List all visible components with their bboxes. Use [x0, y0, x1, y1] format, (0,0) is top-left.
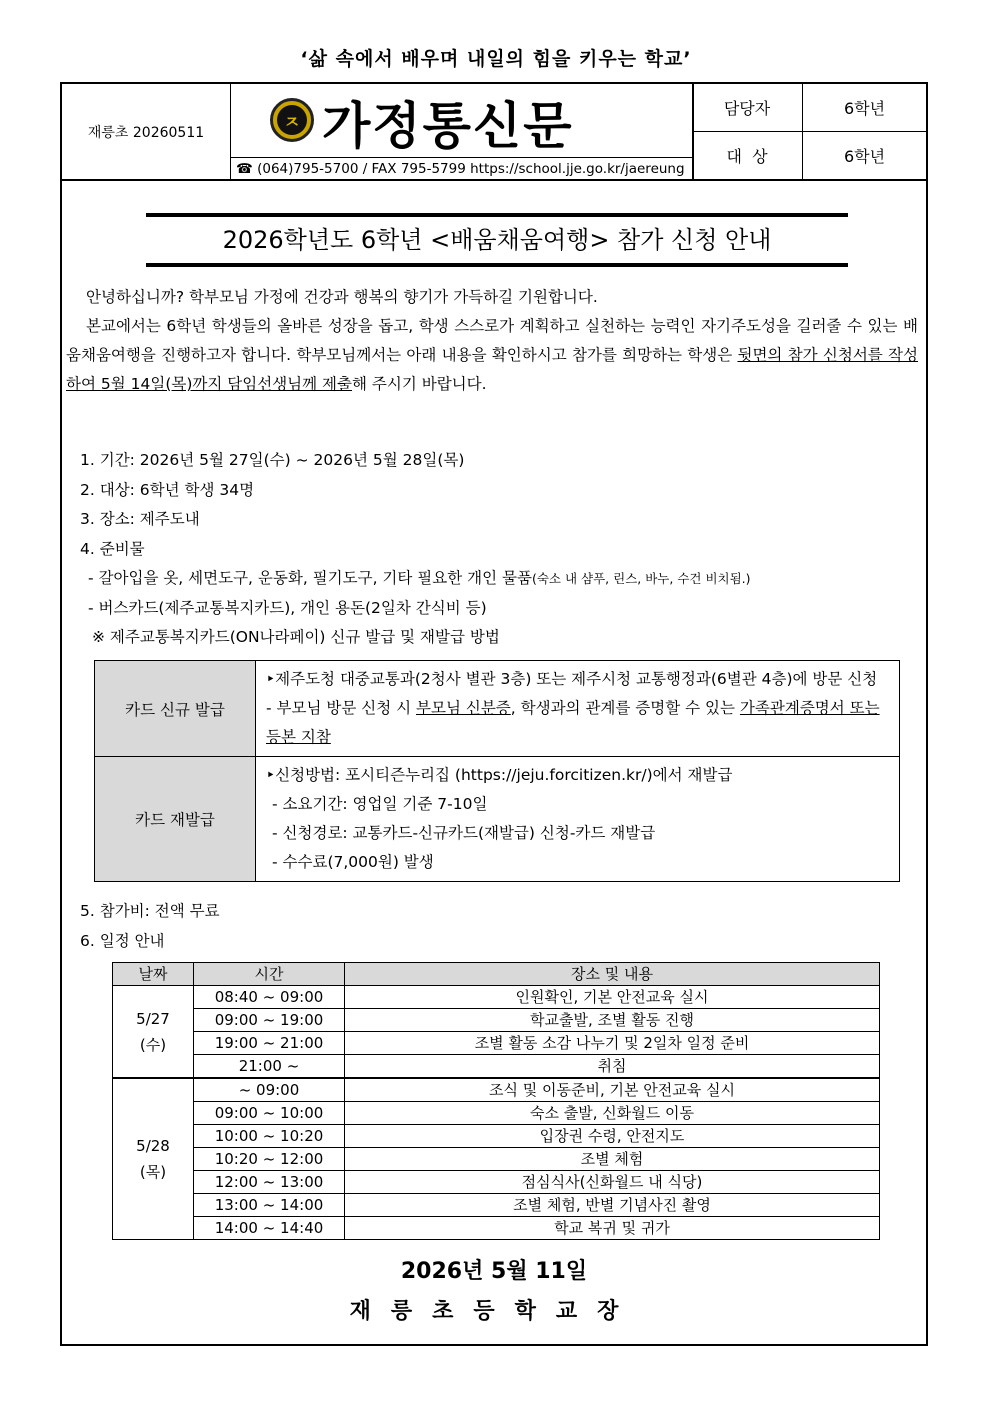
list-item-schedule: 6. 일정 안내 [80, 932, 165, 950]
newsletter-title: 가정통신문 [322, 96, 574, 155]
table-row [113, 1032, 880, 1055]
header-content: 장소 및 내용 [345, 963, 880, 986]
table-row [113, 1102, 880, 1125]
table-row [113, 1194, 880, 1217]
meta-row-target [692, 131, 926, 179]
supplies-line-1 [88, 564, 751, 594]
content-cell: 학교출발, 조별 활동 진행 [345, 1009, 880, 1032]
day1-date: 5/27 [136, 1009, 170, 1028]
content-cell: 조별 체험, 반별 기념사진 촬영 [345, 1194, 880, 1217]
table-row [113, 1125, 880, 1148]
table-row [113, 1009, 880, 1032]
school-motto: ‘삶 속에서 배우며 내일의 힘을 키우는 학교’ [300, 48, 692, 70]
card-new-text-b: , 학생과의 관계를 증명할 수 있는 [510, 699, 740, 717]
meta-value: 6학년 [843, 146, 886, 166]
content-cell: 인원확인, 기본 안전교육 실시 [345, 986, 880, 1009]
time-cell: 12:00 ~ 13:00 [194, 1171, 345, 1194]
content-cell: 입장권 수령, 안전지도 [345, 1125, 880, 1148]
list-item-period: 1. 기간: 2026년 5월 27일(수) ~ 2026년 5월 28일(목) [80, 451, 465, 469]
card-reissue-line-3: - 신청경로: 교통카드-신규카드(재발급) 신청-카드 재발급 [272, 824, 656, 842]
card-new-line-2 [266, 694, 887, 752]
list-item-supplies: 4. 준비물 [80, 540, 145, 558]
masthead [230, 84, 694, 179]
notice-title: 2026학년도 6학년 <배움채움여행> 참가 신청 안내 [222, 226, 772, 254]
notice-header [62, 84, 926, 181]
title-rule-bottom [146, 263, 848, 267]
schedule-table [112, 962, 880, 1240]
day2-weekday: (목) [139, 1163, 167, 1181]
intro-paragraph-1: 안녕하십니까? 학부모님 가정에 건강과 행복의 향기가 가득하길 기원합니다. [86, 288, 598, 306]
time-cell: 08:40 ~ 09:00 [194, 986, 345, 1009]
list-item-target: 2. 대상: 6학년 학생 34명 [80, 481, 255, 499]
content-cell: 조식 및 이동준비, 기본 안전교육 실시 [345, 1078, 880, 1102]
content-cell: 조별 체험 [345, 1148, 880, 1171]
intro-paragraph-2 [66, 312, 918, 399]
card-reissue-label: 카드 재발급 [95, 757, 256, 882]
card-new-label: 카드 신규 발급 [95, 661, 256, 757]
table-row [113, 1148, 880, 1171]
card-reissue-content [256, 757, 900, 882]
notice-frame [60, 82, 928, 1346]
header-date: 날짜 [113, 963, 194, 986]
content-cell: 조별 활동 소감 나누기 및 2일차 일정 준비 [345, 1032, 880, 1055]
submission-deadline: 뒷면의 참가 신청서를 작성하여 5월 14일(목)까지 담임선생님께 제출 [66, 346, 918, 393]
supplies-note: (숙소 내 샴푸, 린스, 바누, 수건 비치됨.) [531, 571, 751, 586]
meta-key: 대 상 [692, 131, 803, 179]
time-cell: 21:00 ~ [194, 1055, 345, 1079]
content-cell: 점심식사(신화월드 내 식당) [345, 1171, 880, 1194]
meta-key: 담당자 [692, 84, 803, 131]
table-row [113, 1171, 880, 1194]
intro-text [66, 283, 918, 399]
card-new-content [256, 661, 900, 757]
school-logo-icon [270, 98, 314, 142]
time-cell: 14:00 ~ 14:40 [194, 1217, 345, 1240]
card-new-line-1: ‣제주도청 대중교통과(2청사 별관 3층) 또는 제주시청 교통행정과(6별관 4층)에 방문 신청 [266, 670, 878, 688]
parent-id-requirement: 부모님 신분증 [416, 699, 511, 717]
title-bar [146, 213, 848, 267]
card-new-text-a: - 부모님 방문 신청 시 [266, 699, 417, 717]
day2-date-cell [113, 1078, 194, 1240]
intro-text-a: 본교에서는 6학년 학생들의 올바른 성장을 돕고, 학생 스스로가 계획하고 실천하는 능력인 자기주도성을 길러줄 수 있는 배움채움여행을 진행하고자 합니다. 학부모님께서는 아래 내용을 확인하시고 참가를 희망하는 학생은 [66, 317, 918, 364]
time-cell: ~ 09:00 [194, 1078, 345, 1102]
card-reissue-line-4: - 수수료(7,000원) 발생 [272, 853, 434, 871]
table-row [113, 1217, 880, 1240]
document-number: 재릉초 20260511 [62, 84, 231, 179]
time-cell: 13:00 ~ 14:00 [194, 1194, 345, 1217]
day1-date-cell [113, 986, 194, 1079]
meta-table [692, 84, 926, 179]
table-row [113, 1078, 880, 1102]
day1-weekday: (수) [139, 1035, 167, 1054]
intro-text-b: 해 주시기 바랍니다. [351, 375, 487, 393]
meta-value: 6학년 [843, 99, 886, 118]
time-cell: 10:20 ~ 12:00 [194, 1148, 345, 1171]
list-item-fee: 5. 참가비: 전액 무료 [80, 902, 220, 920]
logo-glyph: ㅈ [277, 105, 307, 135]
meta-row-manager [692, 84, 926, 132]
time-cell: 19:00 ~ 21:00 [194, 1032, 345, 1055]
card-reissue-line-2: - 소요기간: 영업일 기준 7-10일 [272, 795, 488, 813]
supplies-line-2: - 버스카드(제주교통복지카드), 개인 용돈(2일차 간식비 등) [88, 599, 487, 617]
time-cell: 10:00 ~ 10:20 [194, 1125, 345, 1148]
card-issue-table [94, 660, 900, 882]
time-cell: 09:00 ~ 19:00 [194, 1009, 345, 1032]
list-item-place: 3. 장소: 제주도내 [80, 510, 200, 528]
header-time: 시간 [194, 963, 345, 986]
table-row [113, 986, 880, 1009]
family-cert-requirement: 가족관계증명서 또는 등본 지참 [266, 699, 880, 746]
principal-signature: 재릉초등학교장 [349, 1299, 639, 1324]
card-row-reissue [95, 757, 900, 882]
content-cell: 숙소 출발, 신화월드 이동 [345, 1102, 880, 1125]
table-row [113, 1055, 880, 1079]
card-reissue-line-1: ‣신청방법: 포시티즌누리집 (https://jeju.forcitizen.kr/)에서 재발급 [266, 766, 733, 784]
content-cell: 학교 복귀 및 귀가 [345, 1217, 880, 1240]
time-cell: 09:00 ~ 10:00 [194, 1102, 345, 1125]
supplies-text: - 갈아입을 옷, 세면도구, 운동화, 필기도구, 기타 필요한 개인 물품 [88, 569, 532, 587]
schedule-header-row [113, 963, 880, 986]
contact-info: ☎ (064)795-5700 / FAX 795-5799 https://school.jje.go.kr/jaereung [230, 157, 692, 179]
day2-date: 5/28 [136, 1137, 170, 1155]
card-row-new [95, 661, 900, 757]
card-note: ※ 제주교통복지카드(ON나라페이) 신규 발급 및 재발급 방법 [92, 628, 500, 646]
issue-date: 2026년 5월 11일 [400, 1259, 588, 1284]
content-cell: 취침 [345, 1055, 880, 1079]
